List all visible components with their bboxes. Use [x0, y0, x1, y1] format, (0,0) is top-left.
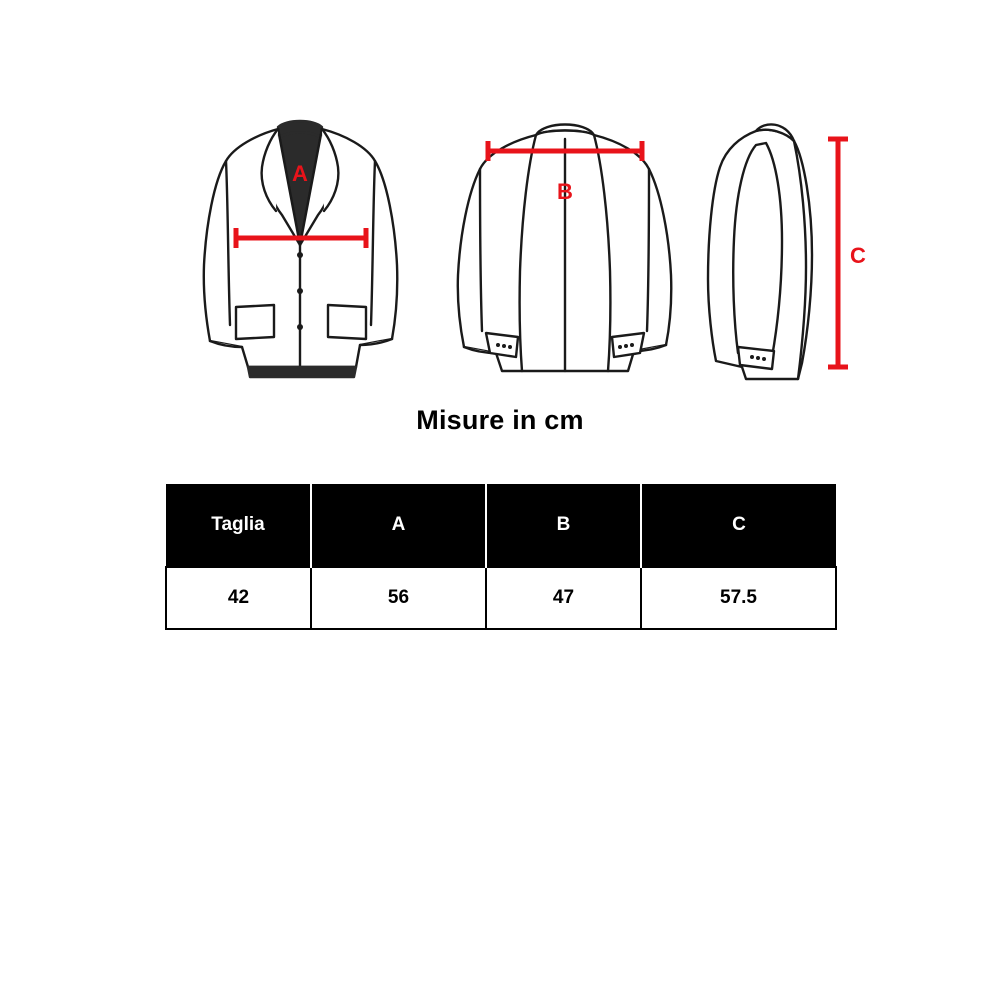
table-header-c: C [641, 484, 836, 567]
table-header-b: B [486, 484, 641, 567]
cell-b: 47 [486, 567, 641, 629]
table-header-a: A [311, 484, 486, 567]
label-b: B [557, 179, 573, 204]
measurement-unit-caption: Misure in cm [416, 405, 584, 435]
label-c: C [850, 243, 866, 268]
measure-c-marker [828, 139, 848, 367]
table-header-size: Taglia [166, 484, 311, 567]
cell-size: 42 [166, 567, 311, 629]
table-row [166, 567, 836, 629]
cell-a: 56 [311, 567, 486, 629]
cell-c: 57.5 [641, 567, 836, 629]
label-a: A [292, 161, 308, 186]
size-table [165, 484, 837, 630]
jacket-side-view [690, 95, 870, 385]
garment-illustrations [0, 95, 1000, 385]
table-header-row [166, 484, 836, 567]
jacket-back-view [440, 95, 690, 385]
jacket-front-view [170, 95, 430, 385]
